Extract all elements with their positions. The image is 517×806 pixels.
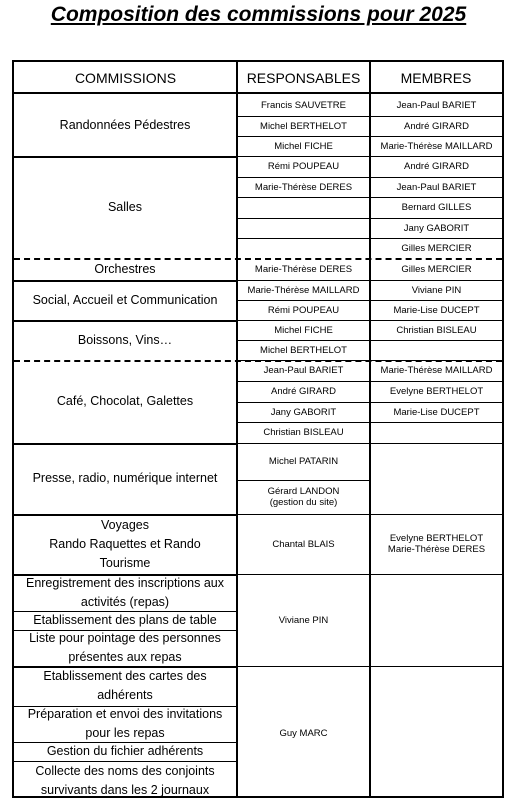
responsable-name: Michel FICHE: [274, 140, 333, 152]
row-divider: [238, 340, 369, 341]
responsable-name: Viviane PIN: [278, 614, 329, 626]
commission-name: Gestion du fichier adhérents: [46, 744, 204, 758]
dashed-separator: [14, 360, 502, 362]
row-divider: [14, 574, 236, 576]
commission-name: Presse, radio, numérique internet: [32, 471, 218, 485]
commission-name: Randonnées Pédestres: [59, 118, 191, 132]
responsable-name: Jany GABORIT: [270, 406, 337, 418]
row-divider: [238, 514, 369, 515]
responsable-name: Marie-Thérèse DERES: [254, 263, 353, 275]
row-divider: [371, 116, 502, 117]
commission-name: Orchestres: [94, 261, 156, 276]
row-divider: [14, 742, 236, 743]
header-membres: MEMBRES: [370, 62, 502, 94]
responsable-name: André GIRARD: [271, 386, 336, 397]
responsable-name: [238, 218, 369, 238]
row-divider: [371, 422, 502, 423]
row-divider: [371, 402, 502, 403]
row-divider: [14, 320, 236, 322]
responsable-name: [238, 197, 369, 218]
row-divider: [371, 280, 502, 281]
row-divider: [238, 218, 369, 219]
row-divider: [14, 443, 236, 445]
row-divider: [371, 177, 502, 178]
row-divider: [371, 156, 502, 157]
row-divider: [14, 666, 236, 668]
responsable-name: Michel BERTHELOT: [260, 344, 347, 356]
row-divider: [238, 197, 369, 198]
commission-name: Salles: [107, 199, 143, 214]
row-divider: [14, 761, 236, 762]
commission-name: Enregistrement des inscriptions aux activités (repas): [25, 575, 224, 609]
responsable-name: Guy MARC: [279, 727, 328, 739]
row-divider: [371, 514, 502, 515]
membre-name: Marie-Thérèse MAILLARD: [380, 140, 493, 152]
row-divider: [371, 320, 502, 321]
row-divider: [238, 238, 369, 239]
row-divider: [238, 177, 369, 178]
membre-name: Marie-Thérèse MAILLARD: [380, 365, 493, 376]
commission-name: Café, Chocolat, Galettes: [56, 394, 194, 408]
row-divider: [14, 706, 236, 707]
membre-name: Viviane PIN: [411, 284, 462, 296]
row-divider: [371, 300, 502, 301]
commission-name: Boissons, Vins…: [77, 332, 173, 347]
responsable-name: Francis SAUVETRE: [261, 100, 346, 111]
row-divider: [14, 630, 236, 631]
responsable-name: Rémi POUPEAU: [267, 161, 340, 172]
row-divider: [14, 611, 236, 612]
responsable-name: Marie-Thérèse DERES: [254, 181, 353, 193]
row-divider: [238, 300, 369, 301]
row-divider: [238, 402, 369, 403]
commissions-table: [12, 60, 504, 798]
membre-name: Gilles MERCIER: [401, 242, 472, 254]
row-divider: [371, 197, 502, 198]
commission-name: Préparation et envoi des invitations pour les repas: [27, 707, 223, 740]
responsable-name: Jean-Paul BARIET: [263, 365, 344, 376]
row-divider: [238, 480, 369, 481]
responsable-name: Gérard LANDON (gestion du site): [267, 486, 340, 508]
row-divider: [371, 238, 502, 239]
commission-name: Social, Accueil et Communication: [32, 292, 218, 307]
row-divider: [371, 381, 502, 382]
row-divider: [238, 381, 369, 382]
membre-name: André GIRARD: [404, 161, 469, 172]
row-divider: [14, 280, 236, 282]
membre-name: Jean-Paul BARIET: [396, 100, 477, 111]
row-divider: [371, 443, 502, 444]
membre-name: [371, 340, 502, 360]
membre-name: Bernard GILLES: [401, 202, 472, 213]
commission-name: Collecte des noms des conjoints survivants dans les 2 journaux: [35, 763, 215, 797]
responsable-name: Christian BISLEAU: [263, 427, 344, 438]
responsable-name: Rémi POUPEAU: [267, 304, 340, 316]
page-title: Composition des commissions pour 2025: [50, 3, 467, 26]
membre-name: Evelyne BERTHELOT: [389, 386, 484, 397]
membre-name: Jany GABORIT: [403, 222, 470, 234]
header-commissions: COMMISSIONS: [14, 62, 237, 94]
row-divider: [238, 422, 369, 423]
responsable-name: Michel PATARIN: [268, 456, 339, 467]
row-divider: [14, 514, 236, 516]
membre-name: Marie-Lise DUCEPT: [393, 304, 480, 316]
commission-name: Etablissement des cartes des adhérents: [43, 669, 207, 702]
membre-name: Jean-Paul BARIET: [396, 181, 477, 193]
row-divider: [238, 320, 369, 321]
row-divider: [238, 443, 369, 444]
commission-name: Etablissement des plans de table: [33, 613, 217, 627]
row-divider: [371, 574, 502, 575]
row-divider: [238, 156, 369, 157]
row-divider: [238, 136, 369, 137]
responsable-name: [238, 238, 369, 258]
commission-name: Voyages Rando Raquettes et Rando Tourisme: [49, 517, 201, 570]
row-divider: [371, 340, 502, 341]
membre-name: Gilles MERCIER: [401, 263, 472, 275]
responsable-name: Michel FICHE: [274, 324, 333, 336]
dashed-separator: [14, 258, 502, 260]
commission-name: Liste pour pointage des personnes présentes aux repas: [29, 631, 221, 664]
row-divider: [14, 156, 236, 158]
row-divider: [238, 280, 369, 281]
membre-name: Evelyne BERTHELOT Marie-Thérèse DERES: [387, 533, 486, 555]
membre-name: Marie-Lise DUCEPT: [393, 406, 480, 418]
membre-name: Christian BISLEAU: [396, 324, 477, 336]
row-divider: [238, 116, 369, 117]
header-responsables: RESPONSABLES: [237, 62, 370, 94]
membre-name: André GIRARD: [404, 120, 469, 132]
row-divider: [371, 136, 502, 137]
row-divider: [238, 574, 369, 575]
responsable-name: Michel BERTHELOT: [260, 120, 347, 132]
row-divider: [371, 666, 502, 667]
responsable-name: Chantal BLAIS: [272, 538, 335, 550]
row-divider: [238, 666, 369, 667]
row-divider: [371, 218, 502, 219]
responsable-name: Marie-Thérèse MAILLARD: [247, 284, 360, 296]
